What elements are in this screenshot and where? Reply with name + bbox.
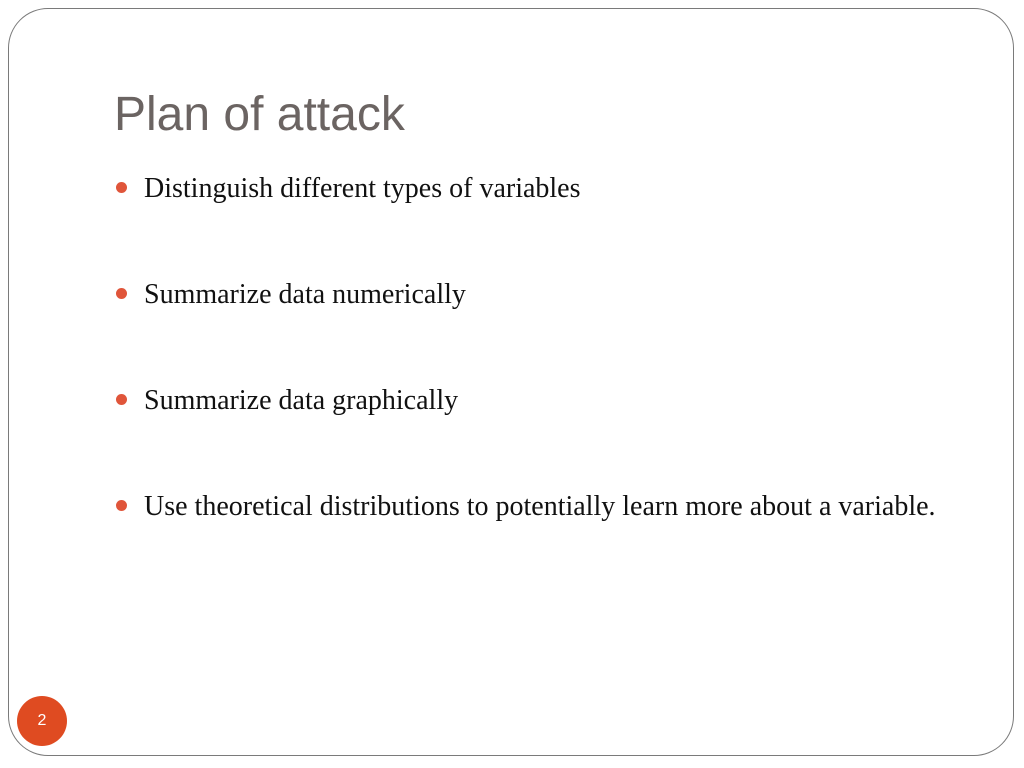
slide-title: Plan of attack (114, 88, 405, 141)
bullet-list (114, 166, 964, 590)
bullet-text: Summarize data graphically (144, 385, 459, 416)
bullet-item (114, 484, 964, 530)
bullet-dot-icon (116, 182, 127, 193)
bullet-item (114, 378, 964, 424)
bullet-dot-icon (116, 500, 127, 511)
bullet-text: Use theoretical distributions to potentially learn more about a variable. (144, 491, 936, 522)
bullet-dot-icon (116, 394, 127, 405)
bullet-dot-icon (116, 288, 127, 299)
bullet-item (114, 272, 964, 318)
page-number-badge: 2 (17, 696, 67, 746)
bullet-text: Summarize data numerically (144, 279, 466, 310)
bullet-text: Distinguish different types of variables (144, 173, 581, 204)
bullet-item (114, 166, 964, 212)
